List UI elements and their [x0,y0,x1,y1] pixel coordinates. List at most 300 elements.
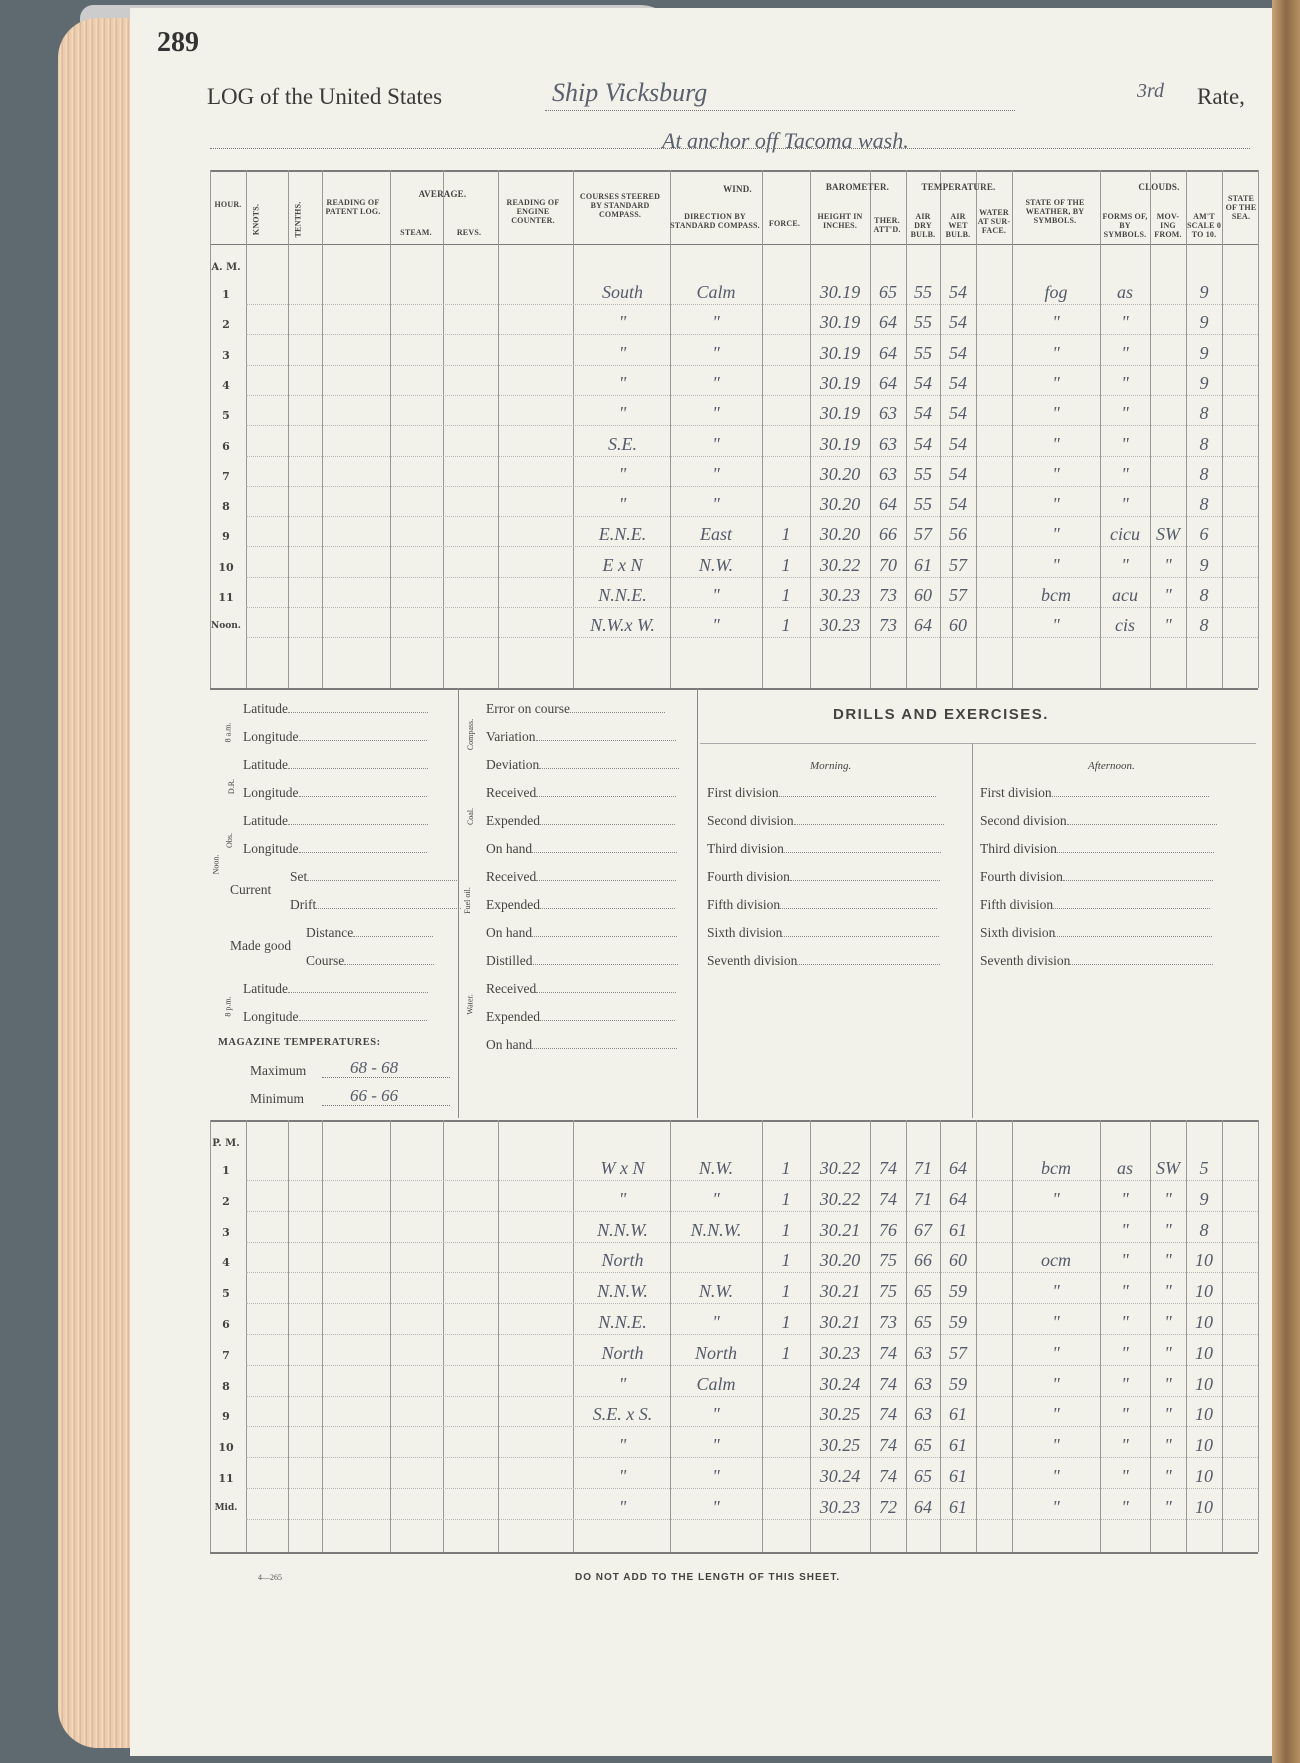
cell-moving: " [1164,554,1172,575]
cell-course: " [618,372,627,393]
am-latitude: Latitude [243,701,428,717]
cell-course: North [601,1342,644,1363]
drill-division [707,841,941,857]
cell-wet: 54 [949,433,967,454]
cell-amount: 9 [1199,282,1209,302]
cell-wind-dir: N.N.W. [690,1219,742,1240]
cell-weather: " [1052,524,1060,545]
cell-wind-dir: " [712,403,720,424]
cell-ther: 65 [879,282,897,302]
cell-course: " [618,494,627,515]
cell-ther: 70 [879,554,897,575]
cell-amount: 8 [1199,403,1209,424]
drill-division-label: Second division [980,813,1067,828]
hdr-temperature: TEMPERATURE. [921,182,996,192]
magazine-min-dotline [322,1105,450,1106]
cell-ther: 63 [879,433,897,454]
drill-division [980,869,1213,885]
drill-division [707,897,937,913]
cell-weather: " [1052,403,1060,424]
cell-ther: 73 [879,585,897,605]
cell-wet: 60 [949,615,967,636]
cell-wind-dir: " [712,342,720,363]
am-label: A. M. [211,262,241,273]
cell-course: N.N.W. [597,1281,648,1302]
cell-amount: 9 [1199,1188,1209,1209]
cell-amount: 9 [1199,554,1209,575]
pm-longitude: Longitude [243,1009,427,1025]
cell-wet: 57 [949,554,967,575]
water-received: Received [486,981,676,997]
hdr-hour: HOUR. [214,200,242,209]
row-dotline [246,1488,1258,1489]
hdr-clouds: CLOUDS. [1138,182,1180,192]
cell-moving: " [1164,1281,1172,1302]
cell-dry: 63 [914,1404,932,1425]
cell-dry: 65 [914,1435,932,1456]
row-dotline [246,1303,1258,1304]
cell-wind-dir: East [699,524,732,545]
hdr-patent-log: READING OF PATENT LOG. [325,198,381,216]
cell-hour: 3 [222,1225,230,1239]
lbl-8pm: 8 p.m. [223,996,233,1017]
cell-ther: 66 [879,524,897,545]
cell-weather: " [1052,433,1060,454]
cell-wind-dir: " [712,1312,720,1332]
cell-moving: " [1164,1404,1172,1425]
cell-hour: 8 [222,500,230,514]
hdr-air-dry: AIR DRY BULB. [910,212,936,239]
cell-force: 1 [781,1219,791,1240]
hdr-revs: REVS. [456,228,482,237]
drill-division-label: Sixth division [980,925,1056,940]
column-rule [443,170,444,688]
cell-wind-dir: Calm [696,282,736,302]
column-rule [976,170,977,688]
cell-forms: " [1121,403,1129,424]
oil-received: Received [486,869,676,885]
cell-hour: 6 [222,1318,230,1331]
cell-ther: 74 [879,1466,897,1486]
cell-amount: 9 [1199,372,1209,393]
made-good-course: Course [306,953,434,969]
cell-ther: 64 [879,494,897,515]
coal-expended: Expended [486,813,675,829]
page-number: 289 [157,27,199,58]
row-dotline [246,1396,1258,1397]
oil-expended: Expended [486,897,675,913]
cell-amount: 8 [1199,585,1209,605]
cell-amount: 10 [1195,1373,1213,1394]
cell-dry: 63 [914,1373,932,1394]
drill-division-label: Seventh division [980,953,1071,968]
row-dotline [246,607,1258,608]
cell-hour: 5 [222,409,230,423]
row-dotline [246,425,1258,426]
cell-course: N.N.E. [598,585,647,605]
drill-dotline [782,936,939,937]
column-rule [762,170,763,688]
cell-ther: 74 [879,1188,897,1209]
cell-dry: 57 [914,524,932,545]
hdr-ther-attd: THER. ATT'D. [873,216,901,234]
cell-hour: 4 [222,378,230,392]
cell-hour: 9 [222,1410,230,1424]
cell-ther: 74 [879,1158,897,1178]
cell-ther: 74 [879,1435,897,1456]
magazine-min-value: 66 - 66 [350,1086,399,1105]
cell-wet: 61 [949,1219,967,1240]
cell-weather: fog [1044,282,1068,302]
cell-forms: " [1121,1250,1129,1271]
cell-dry: 65 [914,1312,932,1332]
cell-height: 30.21 [819,1281,861,1302]
cell-wind-dir: " [712,312,720,333]
cell-height: 30.23 [819,585,861,605]
cell-dry: 64 [914,1496,932,1517]
cell-amount: 8 [1199,1219,1209,1240]
cell-wind-dir: North [694,1342,737,1363]
drill-dotline [794,824,944,825]
cell-hour: 3 [222,348,230,362]
drill-division [707,925,939,941]
cell-force: 1 [781,615,791,636]
cell-wet: 57 [949,1342,967,1363]
cell-weather: " [1052,1188,1060,1209]
magazine-min-label: Minimum [250,1091,305,1106]
lbl-fuel-oil: Fuel oil. [462,887,472,914]
row-dotline [246,1211,1258,1212]
cell-weather: " [1052,463,1060,484]
cell-ther: 72 [879,1496,897,1517]
oil-on-hand: On hand [486,925,677,941]
cell-amount: 8 [1199,433,1209,454]
cell-weather: " [1052,1312,1060,1332]
cell-height: 30.22 [819,1188,861,1209]
cell-course: " [618,1466,627,1486]
cell-forms: " [1121,1281,1129,1302]
cell-moving: " [1164,1250,1172,1271]
cell-force: 1 [781,1250,791,1271]
column-rule [870,170,871,688]
current-set: Set [290,869,457,885]
drill-division-label: Sixth division [707,925,783,940]
drill-dotline [790,880,940,881]
cell-forms: cicu [1110,524,1140,545]
row-dotline [246,546,1258,547]
row-dotline [246,395,1258,396]
cell-weather: bcm [1041,1158,1071,1178]
cell-course: " [618,312,627,333]
cell-hour: 10 [218,560,234,574]
hdr-height: HEIGHT IN INCHES. [817,212,863,230]
cell-ther: 63 [879,463,897,484]
cell-dry: 65 [914,1466,932,1486]
cell-height: 30.20 [819,1250,861,1271]
cell-hour: 1 [222,288,230,301]
cell-wet: 56 [949,524,967,545]
cell-dry: 55 [914,342,932,363]
hdr-force: FORCE. [768,219,801,228]
row-dotline [246,1365,1258,1366]
cell-hour: Mid. [214,1502,238,1513]
magazine-max-label: Maximum [250,1063,307,1078]
drill-division-label: Fifth division [980,897,1054,912]
obs-latitude: Latitude [243,813,428,829]
cell-hour: 11 [218,591,234,604]
cell-moving: SW [1156,1158,1180,1178]
current-label: Current [230,882,272,897]
drill-dotline [779,796,936,797]
column-rule [322,170,323,688]
cell-weather: " [1052,1496,1060,1517]
hdr-steam: STEAM. [400,228,432,237]
cell-ther: 74 [879,1404,897,1425]
column-rule [1100,170,1101,688]
cell-ther: 75 [879,1250,897,1271]
cell-course: N.N.E. [598,1312,647,1332]
cell-dry: 67 [914,1219,932,1240]
cell-course: S.E. x S. [592,1404,653,1425]
water-distilled: Distilled [486,953,678,969]
cell-wet: 54 [949,403,967,424]
lbl-8am: 8 a.m. [223,722,233,743]
am-bottom-rule [210,688,1258,690]
cell-wet: 59 [949,1312,967,1332]
cell-wet: 60 [949,1250,967,1271]
cell-dry: 55 [914,282,932,302]
mid-divider-2 [697,688,698,1118]
row-dotline [246,1519,1258,1520]
cell-course: " [618,463,627,484]
cell-ther: 75 [879,1281,897,1302]
drill-dotline [1067,824,1217,825]
made-good-distance: Distance [306,925,433,941]
cell-wind-dir: " [712,372,720,393]
cell-ther: 74 [879,1373,897,1394]
cell-dry: 65 [914,1281,932,1302]
row-dotline [246,334,1258,335]
cell-forms: " [1121,312,1129,333]
cell-wind-dir: " [712,585,720,605]
hdr-wind: WIND. [723,184,752,194]
cell-hour: 4 [222,1256,230,1270]
cell-wet: 61 [949,1466,967,1486]
cell-weather: " [1052,1281,1060,1302]
column-rule [1186,170,1187,688]
hdr-barometer: BAROMETER. [825,182,890,192]
cell-force: 1 [781,1281,791,1302]
cell-wind-dir: " [712,1435,720,1456]
row-dotline [246,1426,1258,1427]
cell-wet: 54 [949,494,967,515]
cell-forms: as [1116,282,1133,302]
hdr-average: AVERAGE. [418,189,467,199]
cell-hour: 5 [222,1287,230,1301]
row-dotline [246,1242,1258,1243]
row-dotline [246,516,1258,517]
cell-ther: 73 [879,615,897,636]
cell-forms: " [1121,1373,1129,1394]
cell-height: 30.19 [819,433,861,454]
cell-moving: SW [1156,524,1180,545]
cell-weather: " [1052,1342,1060,1363]
cell-hour: 7 [222,1348,230,1362]
drill-dotline [797,964,940,965]
row-dotline [246,486,1258,487]
magazine-title: MAGAZINE TEMPERATURES: [218,1037,381,1048]
hdr-moving-from: MOV-ING FROM. [1154,212,1182,239]
drill-division-label: First division [980,785,1052,800]
am-longitude: Longitude [243,729,427,745]
drill-division [707,869,940,885]
drill-dotline [1052,796,1209,797]
cell-amount: 10 [1195,1404,1213,1425]
cell-force: 1 [781,554,791,575]
cell-amount: 10 [1195,1281,1213,1302]
water-expended: Expended [486,1009,675,1025]
drill-division-label: First division [707,785,779,800]
hdr-engine-counter: READING OF ENGINE COUNTER. [506,198,560,225]
cell-hour: 11 [218,1472,234,1485]
drill-division [980,897,1210,913]
cell-course: " [618,342,627,363]
lbl-dr: D.R. [227,778,237,795]
cell-height: 30.19 [819,312,861,333]
row-dotline [246,1180,1258,1181]
cell-height: 30.22 [819,1158,861,1178]
cell-course: South [601,282,643,302]
cell-ther: 64 [879,372,897,393]
cell-forms: " [1121,1466,1129,1486]
cell-amount: 6 [1199,524,1209,545]
column-rule [1012,170,1013,688]
cell-forms: " [1121,1188,1129,1209]
cell-dry: 63 [914,1342,932,1363]
cell-forms: " [1121,494,1129,515]
hdr-sea: STATE OF THE SEA. [1225,194,1257,221]
cell-course: E.N.E. [598,524,647,545]
cell-wind-dir: " [712,494,720,515]
cell-amount: 9 [1199,342,1209,363]
column-rule [210,1120,211,1552]
cell-force: 1 [781,1188,791,1209]
cell-wind-dir: N.W. [698,1281,734,1302]
cell-forms: " [1121,1435,1129,1456]
cell-wet: 54 [949,372,967,393]
cell-wet: 64 [949,1188,967,1209]
cell-moving: " [1164,1496,1172,1517]
cell-wet: 61 [949,1496,967,1517]
cell-amount: 10 [1195,1496,1213,1517]
cell-hour: 9 [222,530,230,544]
pm-label: P. M. [212,1138,240,1149]
cell-height: 30.19 [819,372,861,393]
coal-received: Received [486,785,676,801]
cell-forms: " [1121,342,1129,363]
cell-hour: 6 [222,439,230,453]
row-dotline [246,456,1258,457]
cell-ther: 76 [879,1219,897,1240]
title-dotline [545,110,1015,111]
cell-wind-dir: N.W. [698,554,734,575]
cell-weather: " [1052,372,1060,393]
rate-suffix: Rate, [1197,84,1245,109]
drills-rule [700,743,1256,744]
cell-amount: 10 [1195,1466,1213,1486]
cell-wet: 54 [949,282,967,302]
drill-dotline [780,908,937,909]
cell-wet: 57 [949,585,967,605]
drills-afternoon: Afternoon. [1088,760,1135,772]
cell-amount: 9 [1199,312,1209,333]
cell-weather: bcm [1041,585,1071,605]
row-dotline [246,1272,1258,1273]
cell-wet: 61 [949,1435,967,1456]
dr-latitude: Latitude [243,757,428,773]
cell-dry: 55 [914,463,932,484]
cell-forms: " [1121,1496,1129,1517]
cell-wet: 61 [949,1404,967,1425]
cell-weather: " [1052,1466,1060,1486]
deviation: Deviation [486,757,679,773]
drill-division-label: Seventh division [707,953,798,968]
drill-division [980,841,1214,857]
cell-dry: 55 [914,494,932,515]
cell-height: 30.19 [819,342,861,363]
cell-weather: " [1052,342,1060,363]
cell-moving: " [1164,615,1172,636]
error-on-course: Error on course [486,701,665,717]
cell-course: E x N [602,554,643,575]
rate-hand: 3rd [1137,80,1165,102]
column-rule [288,170,289,688]
cell-forms: " [1121,372,1129,393]
drill-division [980,925,1212,941]
row-dotline [246,1334,1258,1335]
hdr-wind-direction: DIRECTION BY STANDARD COMPASS. [670,212,760,230]
column-rule [498,170,499,688]
cell-weather: " [1052,554,1060,575]
cell-wet: 54 [949,463,967,484]
hdr-weather: STATE OF THE WEATHER, BY SYMBOLS. [1025,198,1085,225]
cell-course: W x N [600,1158,645,1178]
lbl-compass: Compass. [466,718,476,751]
hdr-air-wet: AIR WET BULB. [945,212,971,239]
hdr-courses: COURSES STEERED BY STANDARD COMPASS. [579,192,661,219]
cell-wet: 54 [949,312,967,333]
cell-height: 30.20 [819,524,861,545]
column-rule [670,170,671,688]
pm-latitude: Latitude [243,981,428,997]
cell-forms: " [1121,1404,1129,1425]
cell-wind-dir: " [712,1466,720,1486]
cell-moving: " [1164,1342,1172,1363]
cell-course: " [618,1496,627,1517]
drills-divider [972,743,973,1118]
location: At anchor off Tacoma wash. [662,128,909,153]
cell-ther: 74 [879,1342,897,1363]
hdr-cloud-forms: FORMS OF, BY SYMBOLS. [1102,212,1148,239]
cell-force: 1 [781,1312,791,1332]
column-rule [246,170,247,688]
drill-division-label: Fourth division [980,869,1063,884]
cell-hour: 7 [222,469,230,483]
cell-wet: 59 [949,1373,967,1394]
cell-amount: 8 [1199,463,1209,484]
column-rule [390,170,391,688]
drill-dotline [784,852,941,853]
